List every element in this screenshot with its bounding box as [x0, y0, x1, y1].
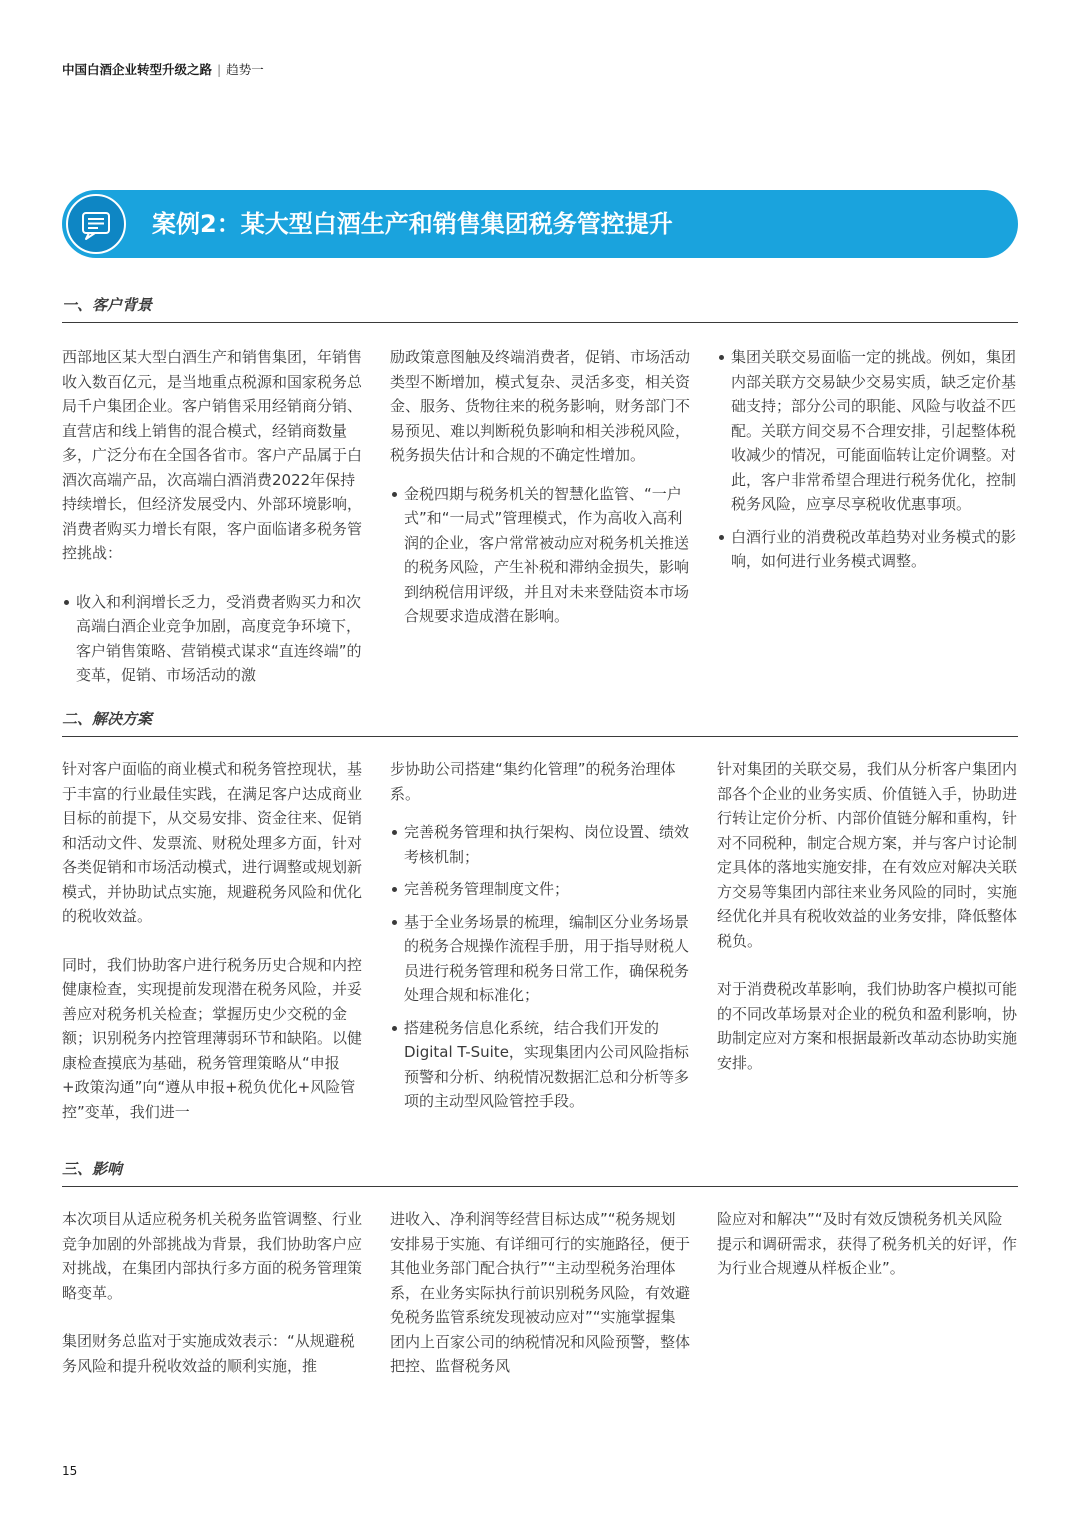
list-item: 金税四期与税务机关的智慧化监管、“一户式”和“一局式”管理模式，作为高收入高利润的企业，客户常常被动应对税务机关推送的税务风险，产生补税和滞纳金损失，影响到纳税信用评级，并且对未来登陆资本市场合规要求造成潜在影响。: [390, 482, 690, 629]
paragraph: 进收入、净利润等经营目标达成”“税务规划安排易于实施、有详细可行的实施路径，便于其他业务部门配合执行”“主动型税务治理体系，在业务实际执行前识别税务风险，有效避免税务监管系统发现被动应对”“实施掌握集团内上百家公司的纳税情况和风险预警，整体把控、监督税务风: [390, 1210, 691, 1375]
list-item: 集团关联交易面临一定的挑战。例如，集团内部关联方交易缺少交易实质，缺乏定价基础支持；部分公司的职能、风险与收益不匹配。关联方间交易不合理安排，引起整体税收减少的情况，可能面临转让定价调整。对此，客户非常希望合理进行税务优化，控制税务风险，应享尽享税收优惠事项。: [717, 345, 1017, 517]
bullet-list: [717, 345, 1017, 574]
bullet-list: [390, 820, 690, 1114]
running-header: [62, 60, 264, 78]
background-column-3: [717, 345, 1017, 582]
impact-column-2: [390, 1207, 690, 1379]
solution-column-1: [62, 757, 362, 1124]
list-item: 完善税务管理和执行架构、岗位设置、绩效考核机制；: [390, 820, 690, 869]
header-separator: |: [217, 62, 222, 77]
paragraph: 对于消费税改革影响，我们协助客户模拟可能的不同改革场景对企业的税负和盈利影响，协助制定应对方案和根据最新改革动态协助实施安排。: [717, 980, 1018, 1072]
list-item: 白酒行业的消费税改革趋势对业务模式的影响，如何进行业务模式调整。: [717, 525, 1017, 574]
paragraph: 励政策意图触及终端消费者，促销、市场活动类型不断增加，模式复杂、灵活多变，相关资金、服务、货物往来的税务影响，财务部门不易预见、难以判断税负影响和相关涉税风险，税务损失估计和合规的不确定性增加。: [390, 348, 691, 464]
list-item: 收入和利润增长乏力，受消费者购买力和次高端白酒企业竞争加剧，高度竞争环境下，客户销售策略、营销模式谋求“直连终端”的变革，促销、市场活动的激: [62, 590, 362, 688]
list-item: 基于全业务场景的梳理，编制区分业务场景的税务合规操作流程手册，用于指导财税人员进行税务管理和税务日常工作，确保税务处理合规和标准化；: [390, 910, 690, 1008]
paragraph: 险应对和解决”“及时有效反馈税务机关风险提示和调研需求，获得了税务机关的好评，作为行业合规遵从样板企业”。: [717, 1210, 1018, 1277]
bullet-list: [62, 590, 362, 688]
paragraph: 步协助公司搭建“集约化管理”的税务治理体系。: [390, 760, 676, 803]
section-heading-impact: 三、影响: [62, 1158, 1018, 1187]
paragraph: 本次项目从适应税务机关税务监管调整、行业竞争加剧的外部挑战为背景，我们协助客户应对挑战，在集团内部执行多方面的税务管理策略变革。: [62, 1210, 363, 1302]
impact-column-1: [62, 1207, 362, 1378]
list-item: 搭建税务信息化系统，结合我们开发的Digital T-Suite，实现集团内公司风险指标预警和分析、纳税情况数据汇总和分析等多项的主动型风险管控手段。: [390, 1016, 690, 1114]
paragraph: 针对集团的关联交易，我们从分析客户集团内部各个企业的业务实质、价值链入手，协助进行转让定价分析、内部价值链分解和重构，针对不同税种，制定合规方案，并与客户讨论制定具体的落地实施安排，在有效应对解决关联方交易等集团内部往来业务风险的同时，实施经优化并具有税收效益的业务安排，降低整体税负。: [717, 760, 1018, 950]
paragraph: 西部地区某大型白酒生产和销售集团，年销售收入数百亿元，是当地重点税源和国家税务总局千户集团企业。客户销售采用经销商分销、直营店和线上销售的混合模式，经销商数量多，广泛分布在全国各省市。客户产品属于白酒次高端产品，次高端白酒消费2022年保持持续增长，但经济发展受内、外部环境影响，消费者购买力增长有限，客户面临诸多税务管控挑战：: [62, 348, 363, 562]
impact-column-3: [717, 1207, 1017, 1281]
chat-document-icon: [66, 194, 126, 254]
paragraph: 集团财务总监对于实施成效表示：“从规避税务风险和提升税收效益的顺利实施，推: [62, 1332, 355, 1375]
chapter-label: 趋势一: [226, 62, 264, 77]
section-heading-background: 一、客户背景: [62, 294, 1018, 323]
paragraph: 同时，我们协助客户进行税务历史合规和内控健康检查，实现提前发现潜在税务风险，并妥善应对税务机关检查；掌握历史少交税的金额；识别税务内控管理薄弱环节和缺陷。以健康检查摸底为基础，税务管理策略从“申报+政策沟通”向“遵从申报+税负优化+风险管控”变革，我们进一: [62, 955, 363, 1121]
case-title: 案例2：某大型白酒生产和销售集团税务管控提升: [152, 210, 673, 238]
bullet-list: [390, 482, 690, 629]
list-item: 完善税务管理制度文件；: [390, 877, 690, 902]
solution-column-2: [390, 757, 690, 1122]
background-column-2: [390, 345, 690, 637]
section-heading-solution: 二、解决方案: [62, 708, 1018, 737]
solution-column-3: [717, 757, 1017, 1075]
page-number: 15: [62, 1464, 78, 1478]
background-column-1: [62, 345, 362, 696]
case-banner: [62, 190, 1018, 258]
paragraph: 针对客户面临的商业模式和税务管控现状，基于丰富的行业最佳实践，在满足客户达成商业目标的前提下，从交易安排、资金往来、促销和活动文件、发票流、财税处理多方面，针对各类促销和市场活动模式，进行调整或规划新模式，并协助试点实施，规避税务风险和优化的税收效益。: [62, 760, 363, 925]
publication-title: 中国白酒企业转型升级之路: [62, 62, 213, 77]
